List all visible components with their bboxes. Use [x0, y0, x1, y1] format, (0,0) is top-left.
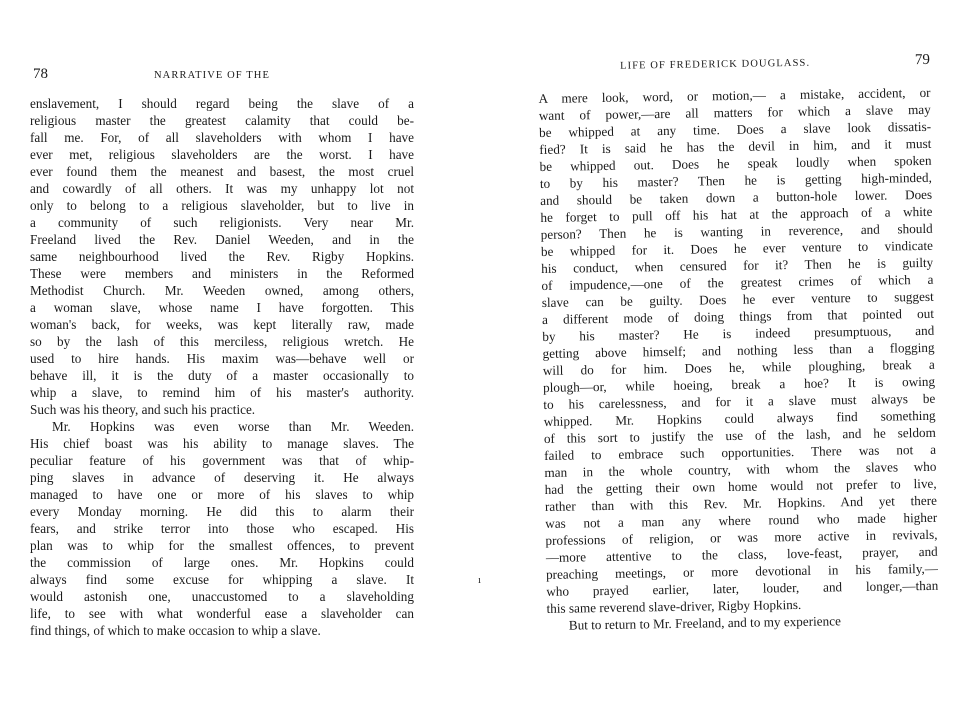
text-line: ever met, religious slaveholders are the worst. I have — [30, 147, 414, 162]
text-line: be whipped at any time. Does a slave look dissatis- — [538, 118, 932, 140]
text-line: was not a man any where round who made higher — [545, 509, 938, 531]
text-line: a different mode of doing things from that pointed out — [541, 305, 935, 327]
right-running-head: LIFE OF FREDERICK DOUGLASS. — [619, 57, 811, 72]
text-line: These were members and ministers in the Reformed — [30, 266, 414, 281]
text-line: rather than with this Rev. Mr. Hopkins. And yet there — [544, 492, 938, 514]
text-line: A mere look, word, or motion,— a mistake, accident, or — [538, 84, 931, 106]
text-line: only to belong to a religious slaveholder, but to live in — [30, 198, 414, 213]
text-line: religious master the greatest calamity that could be- — [30, 113, 414, 128]
left-running-head: NARRATIVE OF THE — [154, 70, 270, 81]
text-line: His chief boast was his ability to manage slaves. The — [30, 436, 414, 451]
text-line: Such was his theory, and such his practice. — [30, 402, 256, 417]
text-line: his conduct, when censured for it? Then he is guilty — [541, 254, 934, 276]
text-line: Mr. Hopkins was even worse than Mr. Weeden. — [52, 419, 414, 434]
text-line: But to return to Mr. Freeland, and to my experience — [568, 613, 842, 633]
text-line: —more attentive to the class, love-feast, prayer, and — [545, 543, 938, 565]
text-line: same neighbourhood lived the Rev. Rigby Hopkins. — [30, 249, 414, 264]
text-line: peculiar feature of his government was that of whip- — [30, 453, 414, 468]
text-line: whipped. Mr. Hopkins could always find something — [543, 407, 936, 429]
text-line: whip a slave, to remind him of his master's authority. — [30, 385, 414, 400]
text-line: fears, and strike terror into those who escaped. His — [30, 521, 414, 536]
text-line: fied? It is said he has the devil in him, and it must — [539, 135, 932, 157]
text-line: plan was to whip for the smallest offences, to prevent — [30, 538, 414, 553]
text-line: would astonish one, unaccustomed to a slaveholding — [30, 589, 414, 604]
text-line: ping slaves in advance of deserving it. He always — [30, 470, 414, 485]
text-line: failed to embrace such opportunities. There was not a — [544, 441, 937, 463]
text-line: Methodist Church. Mr. Weeden owned, among others, — [30, 283, 414, 298]
text-line: preaching meetings, or more devotional in his family,— — [545, 560, 939, 582]
text-line: getting above himself; and nothing less than a flogging — [542, 339, 935, 361]
gutter-mark: ı — [478, 574, 482, 586]
text-line: behave ill, it is the duty of a master occasionally to — [30, 368, 414, 383]
left-page-number: 78 — [33, 66, 48, 82]
text-line: of impudence,—one of the greatest crimes of which a — [541, 271, 934, 293]
text-line: fall me. For, of all slaveholders with whom I have — [30, 130, 414, 145]
text-line: a community of such religionists. Very near Mr. — [30, 215, 414, 230]
text-line: always find some excuse for whipping a slave. It — [30, 572, 414, 587]
text-line: and should be taken down a button-hole lower. Does — [540, 186, 933, 208]
text-line: to his carelessness, and for it a slave must always be — [543, 390, 936, 412]
text-line: who prayed earlier, later, louder, and longer,—than — [546, 577, 939, 599]
text-line: find things, of which to make occasion to whip a slave. — [30, 623, 321, 638]
text-line: enslavement, I should regard being the slave of a — [30, 96, 414, 111]
text-line: a woman slave, whose name I have forgotten. This — [30, 300, 414, 315]
left-page — [30, 0, 414, 639]
text-line: managed to have one or more of his slaves to whip — [30, 487, 414, 502]
left-page-header — [30, 66, 414, 88]
right-page-number: 79 — [914, 51, 931, 69]
right-page — [537, 0, 939, 634]
text-line: every Monday morning. He did this to alarm their — [30, 504, 414, 519]
text-line: so by the lash of this merciless, religious wretch. He — [30, 334, 414, 349]
text-line: this same reverend slave-driver, Rigby Hopkins. — [546, 596, 802, 616]
text-line: person? Then he is wanting in reverence, and should — [540, 220, 933, 242]
text-line: to by his master? Then he is getting high-minded, — [539, 169, 932, 191]
text-line: the commission of large ones. Mr. Hopkins could — [30, 555, 414, 570]
right-page-header — [538, 52, 930, 80]
text-line: had the getting their own home would not prefer to live, — [544, 475, 937, 497]
text-line: he forget to pull off his hat at the approach of a white — [540, 203, 933, 225]
text-line: be whipped for it. Does he ever venture to vindicate — [540, 237, 934, 259]
text-line: will do for him. Does he, while ploughing, break a — [542, 356, 935, 378]
text-line: professions of religion, or was more active in revivals, — [545, 526, 938, 548]
text-line: want of power,—are all matters for which a slave may — [538, 101, 931, 123]
text-line: woman's back, for weeks, was kept literally raw, made — [30, 317, 414, 332]
text-line: life, to see with what wonderful ease a slaveholder can — [30, 606, 414, 621]
text-line: of this sort to justify the use of the lash, and he seldom — [543, 424, 936, 446]
text-line: used to hire hands. His maxim was—behave well or — [30, 351, 414, 366]
right-page-body — [538, 84, 938, 634]
text-line: man in the whole country, with whom the slaves who — [544, 458, 937, 480]
left-page-body — [30, 95, 414, 639]
text-line: and cowardly of all others. It was my unhappy lot not — [30, 181, 414, 196]
text-line: be whipped out. Does he speak loudly when spoken — [539, 152, 932, 174]
text-line: plough—or, while hoeing, break a hoe? It is owing — [542, 373, 936, 395]
text-line: Freeland lived the Rev. Daniel Weeden, and in the — [30, 232, 414, 247]
text-line: ever found them the meanest and basest, the most cruel — [30, 164, 414, 179]
text-line: slave can be guilty. Does he ever venture to suggest — [541, 288, 934, 310]
text-line: by his master? He is indeed presumptuous, and — [542, 322, 935, 344]
